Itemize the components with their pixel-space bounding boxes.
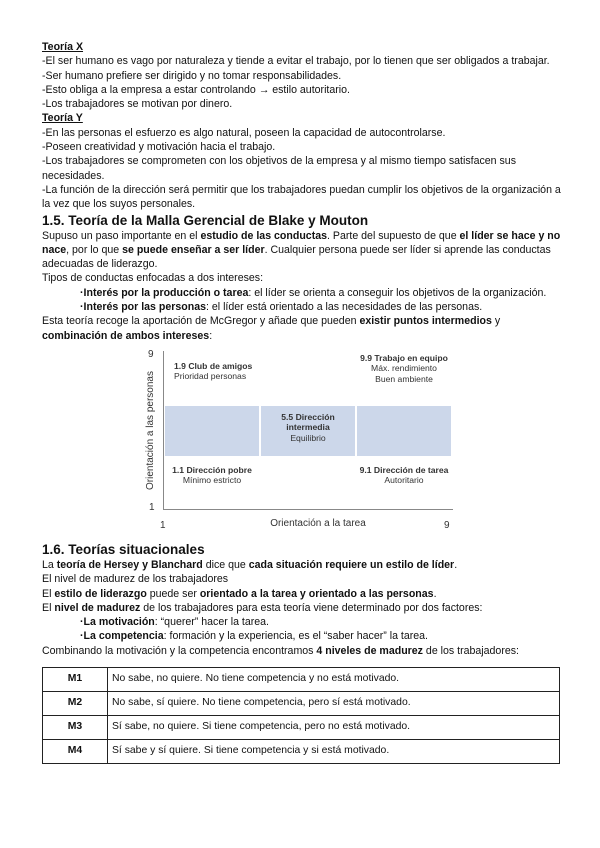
maturity-levels-table [42, 667, 560, 764]
closing-text-1: Esta teoría recoge la aportación de McGregor y añade que pueden [42, 315, 360, 328]
theory-y-line-3: -Los trabajadores se comprometen con los objetivos de la empresa y al mismo tiempo satisfacen sus necesidades. [42, 155, 516, 182]
x-axis-min: 1 [160, 519, 166, 531]
cell-1-5 [164, 405, 260, 457]
factor-motivation [42, 615, 562, 629]
managerial-grid-figure [145, 348, 478, 541]
closing-text-3: : [209, 329, 213, 342]
p4-text-1: El [42, 601, 55, 614]
theory-x-line-1: -El ser humano es vago por naturaleza y tiende a evitar el trabajo, por lo tienen que ser obligados a trabajar. [42, 55, 550, 68]
maturity-desc-cell: No sabe, sí quiere. No tiene competencia, pero sí está motivado. [108, 692, 560, 716]
factor-competence-bold: ·La competencia [80, 630, 164, 643]
p1-text-2: dice que [202, 558, 249, 571]
p1-bold-2: cada situación requiere un estilo de líder [248, 558, 455, 571]
y-axis-min: 1 [149, 501, 155, 513]
closing-bold-2: combinación de ambos intereses [42, 329, 210, 342]
section-1-6-p1 [42, 558, 562, 572]
p5-bold-1: 4 niveles de madurez [316, 644, 423, 657]
p5-text-1: Combinando la motivación y la competencia encontramos [42, 644, 317, 657]
cell-1-1 [164, 457, 260, 509]
closing-text-2: y [491, 315, 501, 328]
factor-competence-text: : formación y la experiencia, es el “saber hacer” la tarea. [163, 630, 428, 643]
theory-y-title: Teoría Y [42, 112, 83, 125]
theory-x-line-4: -Los trabajadores se motivan por dinero. [42, 98, 233, 111]
section-1-6-p4 [42, 601, 562, 615]
p1-bold-1: teoría de Hersey y Blanchard [56, 558, 203, 571]
intro-bold-3: se puede enseñar a ser líder [122, 243, 265, 256]
cell-9-9-sub-2: Buen ambiente [375, 373, 433, 384]
theory-x-title: Teoría X [42, 41, 84, 53]
section-1-6-heading: 1.6. Teorías situacionales [42, 541, 205, 557]
cell-9-1-title: 9.1 Dirección de tarea [359, 464, 449, 475]
intro-bold-1: estudio de las conductas [200, 229, 328, 242]
cell-1-9-sub: Prioridad personas [174, 371, 247, 382]
p3-bold-1: estilo de liderazgo [54, 587, 147, 600]
p1-text-1: La [42, 558, 57, 571]
maturity-desc-cell: No sabe, no quiere. No tiene competencia y no está motivado. [108, 668, 560, 692]
y-axis-max: 9 [148, 348, 154, 360]
cell-1-9-title: 1.9 Club de amigos [174, 360, 253, 371]
cell-9-5 [356, 405, 452, 457]
bullet-production [42, 286, 562, 300]
section-1-6-p2: El nivel de madurez de los trabajadores [42, 573, 229, 586]
section-1-6-p3 [42, 587, 562, 601]
maturity-desc-cell: Sí sabe y sí quiere. Si tiene competencia y si está motivado. [108, 740, 560, 764]
intro-text-3: , por lo que [66, 243, 123, 256]
p3-text-2: puede ser [146, 587, 200, 600]
y-axis-label: Orientación a las personas [145, 371, 156, 491]
intro-text-4: . Cualquier persona puede ser líder si aprende las conductas adecuadas de liderazgo. [42, 243, 551, 271]
p3-bold-2: orientado a la tarea y orientado a las personas [199, 587, 434, 600]
bullet-people-text: : el líder está orientado a las necesidades de las personas. [206, 301, 483, 314]
cell-1-9 [164, 353, 260, 405]
theory-x-line-2: -Ser humano prefiere ser dirigido y no tomar responsabilidades. [42, 69, 342, 82]
cell-5-5-sub: Equilibrio [290, 432, 326, 443]
p1-text-3: . [454, 558, 458, 571]
types-intro: Tipos de conductas enfocadas a dos intereses: [42, 272, 264, 285]
factor-motivation-text: : “querer” hacer la tarea. [154, 616, 269, 629]
cell-9-9-title: 9.9 Trabajo en equipo [360, 352, 448, 363]
cell-5-5 [260, 405, 356, 457]
p4-text-2: de los trabajadores para esta teoría viene determinado por dos factores: [140, 601, 483, 614]
maturity-level-cell: M4 [43, 740, 108, 764]
intro-text-1: Supuso un paso importante en el [42, 229, 201, 242]
x-axis-line [163, 509, 453, 510]
table-row [43, 716, 560, 740]
cell-9-1-sub: Autoritario [384, 475, 424, 486]
intro-bold-2: el líder se hace y no nace [42, 229, 561, 256]
theory-y-line-1: -En las personas el esfuerzo es algo natural, poseen la capacidad de autocontrolarse. [42, 126, 446, 139]
factor-competence [42, 629, 562, 643]
section-1-5-intro [42, 229, 562, 272]
grid-cells [164, 353, 452, 509]
theory-y-line-2: -Poseen creatividad y motivación hacia el trabajo. [42, 141, 276, 154]
theory-y-line-4: -La función de la dirección será permitir que los trabajadores puedan cumplir los objetivos de la organización a la vez que los suyos personales. [42, 183, 561, 211]
section-1-6-p5 [42, 644, 562, 658]
section-1-5-heading: 1.5. Teoría de la Malla Gerencial de Blake y Mouton [42, 212, 369, 228]
p3-text-1: El [42, 587, 55, 600]
bullet-people-bold: ·Interés por las personas [80, 301, 206, 314]
factor-motivation-bold: ·La motivación [80, 616, 155, 629]
x-axis-label: Orientación a la tarea [270, 517, 366, 529]
table-row [43, 740, 560, 764]
document-page [42, 40, 562, 764]
bullet-production-text: : el líder se orienta a conseguir los objetivos de la organización. [248, 286, 547, 299]
cell-9-1 [356, 457, 452, 509]
closing-bold-1: existir puntos intermedios [359, 315, 492, 328]
bullet-people [42, 300, 562, 314]
x-axis-max: 9 [444, 519, 450, 531]
table-row [43, 668, 560, 692]
theory-x-line-3: -Esto obliga a la empresa a estar controlando → estilo autoritario. [42, 83, 350, 96]
bullet-production-bold: ·Interés por la producción o tarea [80, 286, 249, 299]
cell-5-1 [260, 457, 356, 509]
maturity-level-cell: M2 [43, 692, 108, 716]
maturity-desc-cell: Sí sabe, no quiere. Si tiene competencia, pero no está motivado. [108, 716, 560, 740]
intro-text-2: . Parte del supuesto de que [327, 229, 460, 242]
cell-9-9-sub-1: Máx. rendimiento [371, 363, 437, 374]
table-row [43, 692, 560, 716]
p4-bold-1: nivel de madurez [54, 601, 141, 614]
p3-text-3: . [433, 587, 437, 600]
cell-9-9 [356, 353, 452, 405]
cell-1-1-sub: Mínimo estricto [182, 475, 242, 486]
maturity-level-cell: M1 [43, 668, 108, 692]
section-1-5-closing [42, 314, 562, 343]
cell-1-1-title: 1.1 Dirección pobre [172, 464, 252, 475]
cell-5-5-title: 5.5 Dirección intermedia [281, 411, 335, 433]
p5-text-2: de los trabajadores: [422, 644, 519, 657]
cell-5-9 [260, 353, 356, 405]
maturity-level-cell: M3 [43, 716, 108, 740]
